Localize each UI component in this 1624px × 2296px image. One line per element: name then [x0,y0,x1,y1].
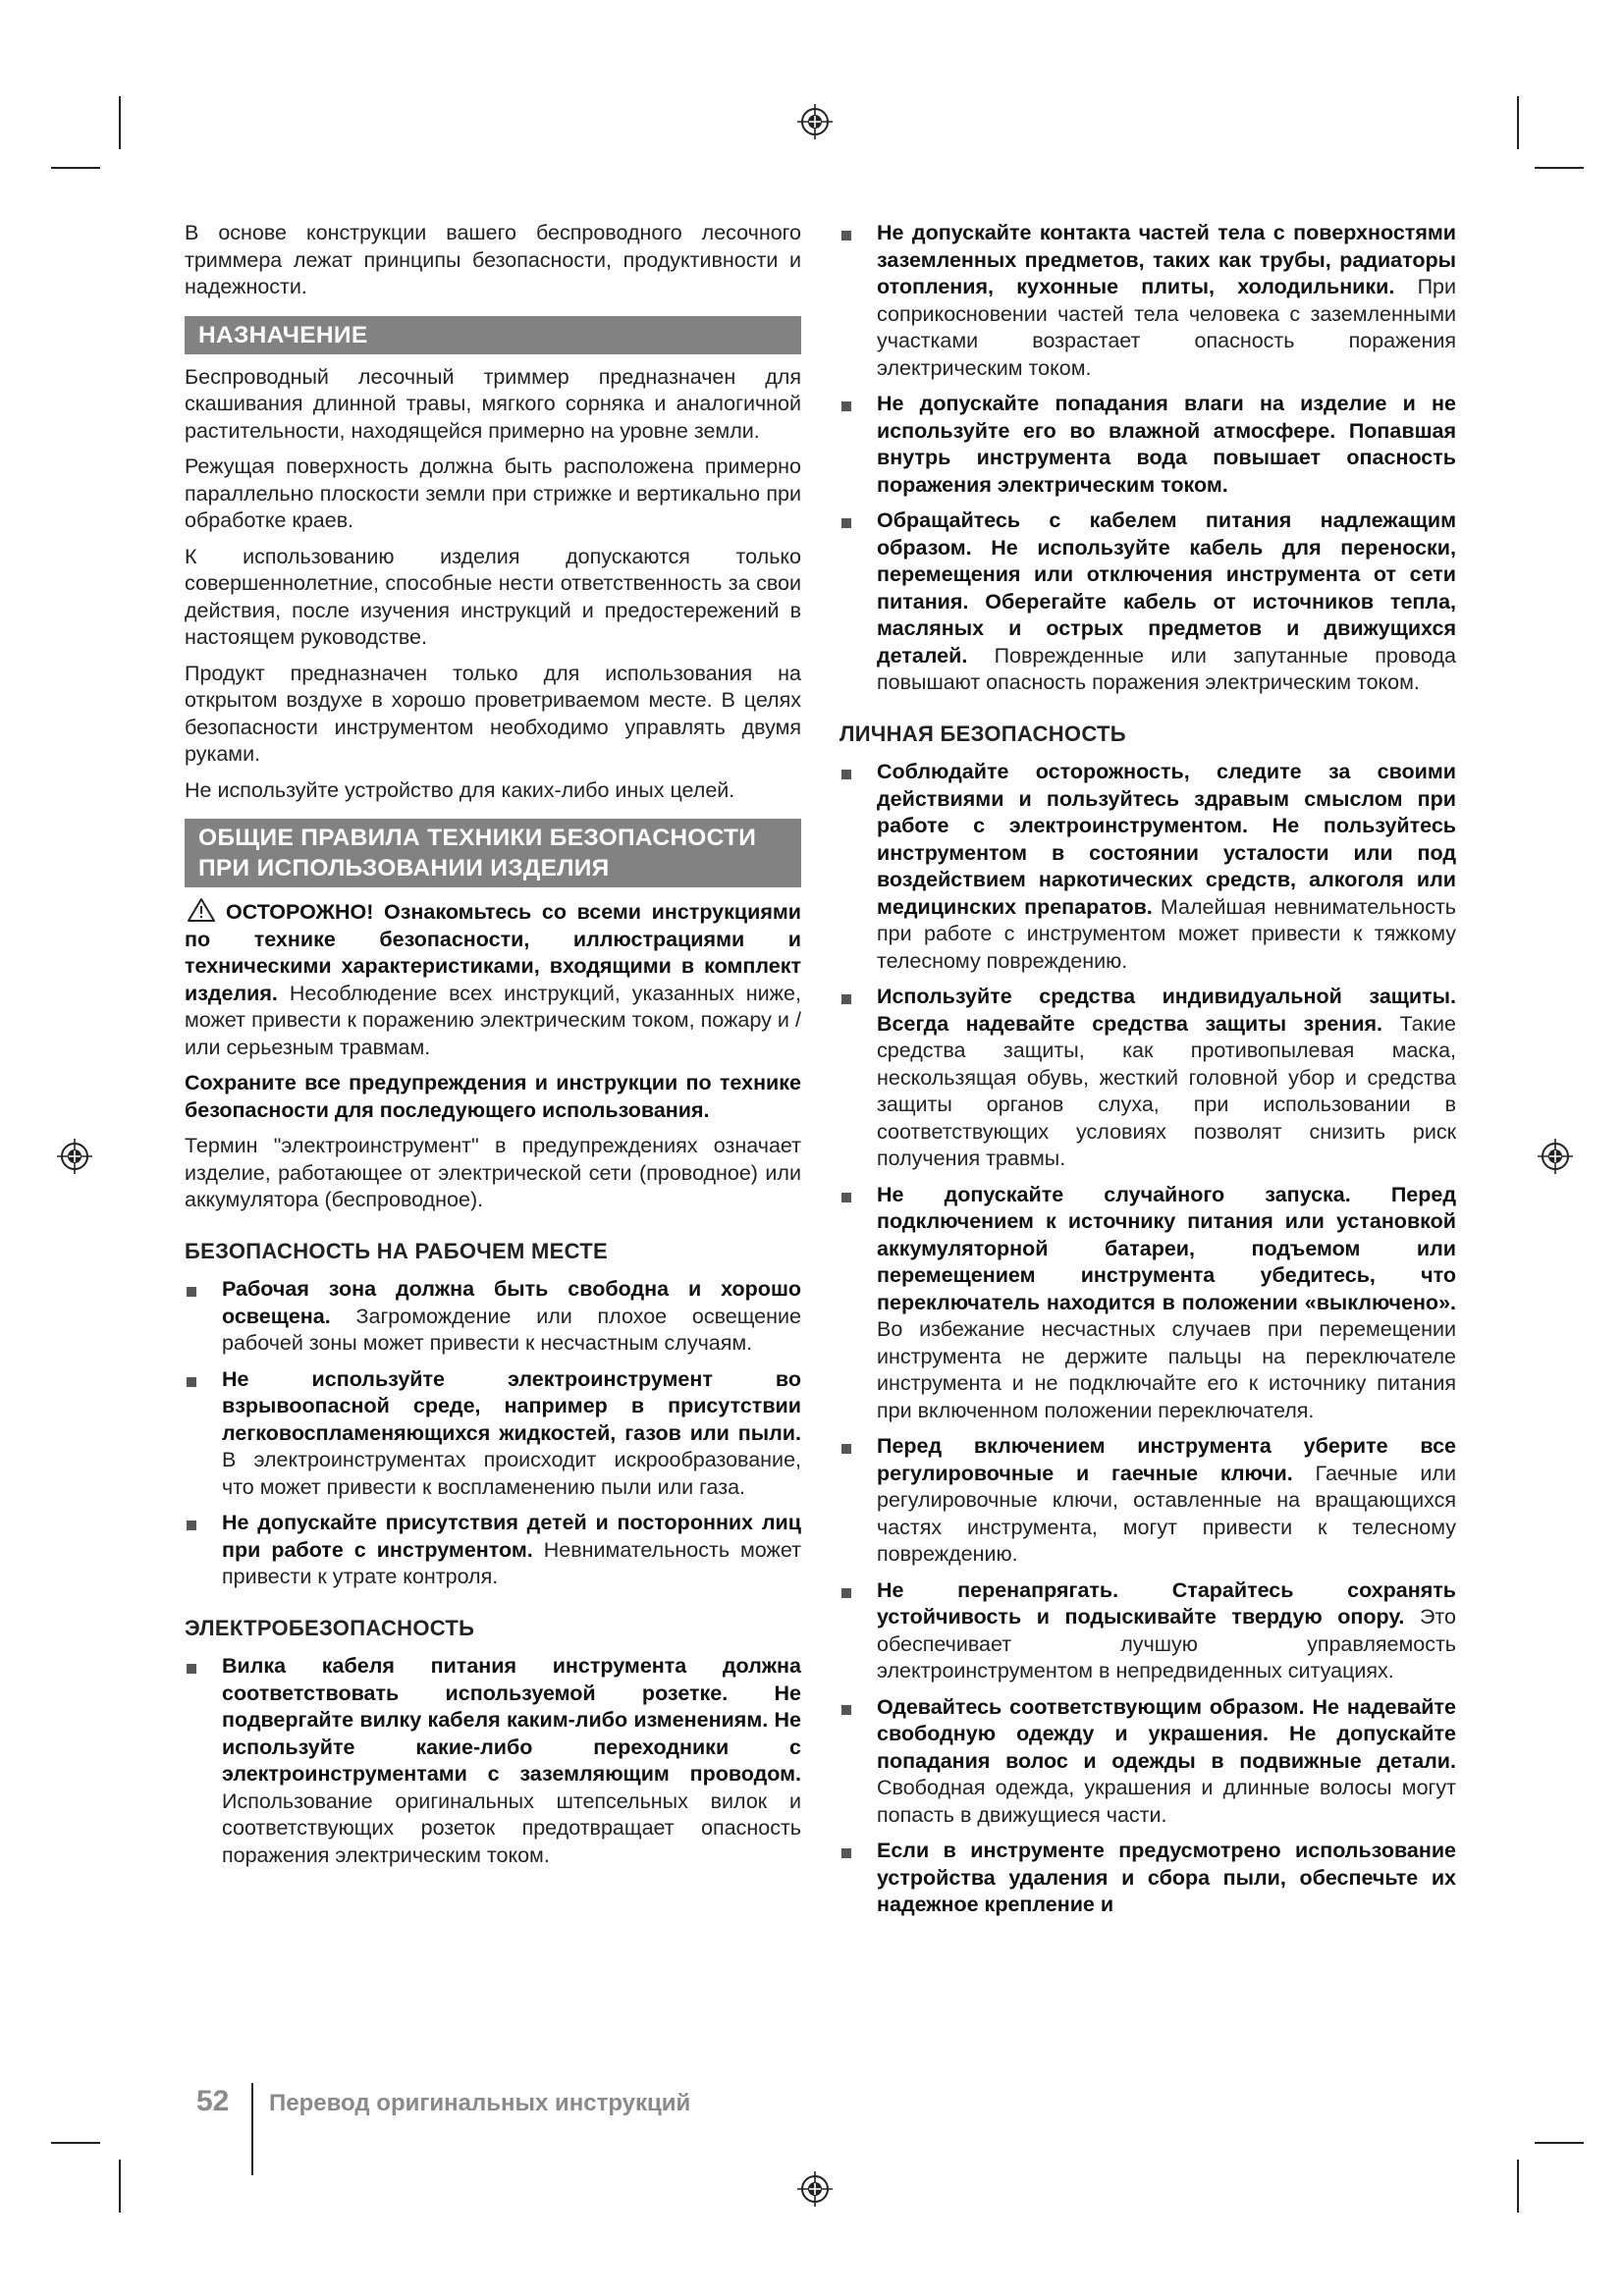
list-item-bold: Рабочая зона должна быть свободна и хорошо освещена. [222,1277,801,1328]
warning-bold: ОСТОРОЖНО! Ознакомьтесь со всеми инструкциями по технике безопасности, иллюстрациями и техническими характеристиками, входящими в комплект изделия. [185,900,801,1005]
right-column [839,220,1456,1928]
warning-text: Несоблюдение всех инструкций, указанных ниже, может привести к поражению электрическим током, пожару и / или серьезным травмам. [185,981,801,1059]
list-item-bold: Обращайтесь с кабелем питания надлежащим образом. Не используйте кабель для переноски, перемещения или отключения инструмента от сети питания. Оберегайте кабель от источников тепла, масляных и острых предметов и движущихся деталей. [877,508,1456,667]
purpose-paragraph: Режущая поверхность должна быть расположена примерно параллельно плоскости земли при стрижке и вертикально при обработке краев. [185,454,801,532]
list-item-bold: Не допускайте присутствия детей и посторонних лиц при работе с инструментом. [222,1511,801,1562]
list-item-bold: Перед включением инструмента уберите все регулировочные и гаечные ключи. [877,1434,1456,1485]
list-item-text: Малейшая невнимательность при работе с инструментом может привести к тяжкому телесному повреждению. [877,894,1456,973]
list-item-bold: Не допускайте контакта частей тела с поверхностями заземленных предметов, таких как трубы, радиаторы отопления, кухонные плиты, холодильники. [877,221,1456,298]
purpose-heading-text: НАЗНАЧЕНИЕ [198,321,368,348]
list-item [839,1433,1456,1569]
list-item [839,1838,1456,1919]
list-item [839,759,1456,975]
general-safety-heading-line: ПРИ ИСПОЛЬЗОВАНИИ ИЗДЕЛИЯ [198,855,610,881]
general-safety-heading [185,819,801,887]
list-item-text: Это обеспечивает лучшую управляемость электроинструментом в непредвиденных ситуациях. [877,1605,1456,1682]
list-item [185,1510,801,1591]
list-item-bold: Не перенапрягать. Старайтесь сохранять устойчивость и подыскивайте твердую опору. [877,1577,1456,1629]
bullet-square-icon [841,1705,851,1715]
bullet-square-icon [187,1287,196,1297]
warning-paragraph [185,897,801,1061]
bullet-square-icon [841,1588,851,1598]
list-item [839,391,1456,499]
bullet-square-icon [187,1664,196,1674]
footer-text: Перевод оригинальных инструкций [269,2090,691,2116]
list-item-text: Гаечные или регулировочные ключи, оставленные на вращающихся частях инструмента, могут привести к телесному повреждению. [877,1461,1456,1566]
list-item-bold: Вилка кабеля питания инструмента должна соответствовать используемой розетке. Не подвергайте вилку кабеля каким-либо изменениям. Не используйте какие-либо переходники с электроинструментами с заземляющим проводом. [222,1654,801,1786]
bullet-square-icon [841,770,851,779]
bullet-square-icon [841,401,851,411]
purpose-paragraph: Беспроводный лесочный триммер предназначен для скашивания длинной травы, мягкого сорняка и аналогичной растительности, находящейся примерно на уровне земли. [185,364,801,443]
list-item [839,220,1456,382]
personal-safety-title: ЛИЧНАЯ БЕЗОПАСНОСТЬ [839,721,1126,746]
list-item [839,984,1456,1173]
bullet-square-icon [841,994,851,1004]
electrical-title: ЭЛЕКТРОБЕЗОПАСНОСТЬ [185,1615,475,1640]
bullet-square-icon [187,1521,196,1530]
footer-divider [251,2083,253,2175]
list-item-bold: Не используйте электроинструмент во взрывоопасной среде, например в присутствии легковоспламеняющихся жидкостей, газов или пыли. [222,1366,801,1445]
save-instructions [185,1070,801,1124]
list-item-bold: Не допускайте случайного запуска. Перед подключением к источнику питания или установкой аккумуляторной батареи, подъемом или перемещением инструмента убедитесь, что переключатель находится в положении «выключено». [877,1182,1456,1314]
crop-mark [1517,96,1519,149]
list-item [839,1182,1456,1425]
list-item [185,1653,801,1869]
list-item-bold: Соблюдайте осторожность, следите за своими действиями и пользуйтесь здравым смыслом при работе с электроинструментом. Не пользуйтесь инструментом в состоянии усталости или под воздействием наркотических средств, алкоголя или медицинских препаратов. [877,760,1456,919]
workplace-title: БЕЗОПАСНОСТЬ НА РАБОЧЕМ МЕСТЕ [185,1238,608,1263]
purpose-paragraph: К использованию изделия допускаются только совершеннолетние, способные нести ответственность за свои действия, после изучения инструкций и предостережений в настоящем руководстве. [185,544,801,649]
registration-mark-icon [795,2169,835,2209]
list-item-text: При соприкосновении частей тела человека с заземленными участками возрастает опасность поражения электрическим током. [877,275,1456,380]
bullet-square-icon [187,1377,196,1387]
crop-mark [1517,2160,1519,2213]
purpose-paragraph: Продукт предназначен только для использования на открытом воздухе в хорошо проветриваемом месте. В целях безопасности инструментом необходимо управлять двумя руками. [185,661,801,766]
bullet-square-icon [841,518,851,528]
left-column [185,220,801,1878]
list-item-text: Такие средства защиты, как противопылевая маска, нескользящая обувь, жесткий головной убор и средства защиты органов слуха, при использовании в соответствующих условиях позволят снизить риск получения травмы. [877,1011,1456,1170]
list-item [185,1276,801,1358]
registration-mark-icon [795,102,835,141]
list-item-text: Во избежание несчастных случаев при перемещении инструмента не держите пальцы на переключателе инструмента и не подключайте его к источнику питания при включенном положении переключателя. [877,1317,1456,1422]
list-item-text: В электроинструментах происходит искрообразование, что может привести к воспламенению пыли или газа. [222,1448,801,1499]
bullet-square-icon [841,231,851,240]
crop-mark [119,96,121,149]
list-item-text: Использование оригинальных штепсельных вилок и соответствующих розеток предотвращает опасность поражения электрическим током. [222,1789,801,1867]
registration-mark-icon [55,1137,94,1176]
list-item [839,1694,1456,1830]
warning-triangle-icon [187,897,216,923]
crop-mark [119,2160,121,2213]
registration-mark-icon [1536,1137,1575,1176]
list-item [185,1366,801,1502]
crop-mark [51,2142,100,2144]
list-item-text: Невнимательность может привести к утрате контроля. [222,1537,801,1588]
list-item-bold: Если в инструменте предусмотрено использование устройства удаления и сбора пыли, обеспечьте их надежное крепление и [877,1839,1456,1916]
bullet-square-icon [841,1444,851,1454]
list-item-bold: Не допускайте попадания влаги на изделие и не используйте его во влажной атмосфере. Попавшая внутрь инструмента вода повышает опасность поражения электрическим током. [877,392,1456,497]
crop-mark [51,167,100,169]
term-paragraph: Термин "электроинструмент" в предупреждениях означает изделие, работающее от электрической сети (проводное) или аккумулятора (беспроводное). [185,1134,801,1211]
bullet-square-icon [841,1193,851,1202]
list-item-bold: Используйте средства индивидуальной защиты. Всегда надевайте средства защиты зрения. [877,985,1456,1036]
list-item-text: Загромождение или плохое освещение рабочей зоны может привести к несчастным случаям. [222,1304,801,1355]
list-item-text: Поврежденные или запутанные провода повышают опасность поражения электрическим током. [877,643,1457,694]
bullet-square-icon [841,1848,851,1858]
list-item-text: Свободная одежда, украшения и длинные волосы могут попасть в движущиеся части. [877,1776,1456,1827]
page-number: 52 [196,2085,230,2117]
purpose-paragraph: Не используйте устройство для каких-либо иных целей. [185,777,735,802]
crop-mark [1535,167,1584,169]
list-item [839,1577,1456,1685]
intro-paragraph: В основе конструкции вашего беспроводного лесочного триммера лежат принципы безопасности, продуктивности и надежности. [185,221,801,298]
list-item-bold: Одевайтесь соответствующим образом. Не надевайте свободную одежду и украшения. Не допускайте попадания волос и одежды в подвижные детали. [877,1694,1456,1773]
crop-mark [1535,2142,1584,2144]
general-safety-heading-line: ОБЩИЕ ПРАВИЛА ТЕХНИКИ БЕЗОПАСНОСТИ [198,825,757,851]
list-item [839,507,1456,697]
purpose-heading [185,316,801,354]
save-instructions-bold: Сохраните все предупреждения и инструкции по технике безопасности для последующего использования. [185,1071,801,1122]
